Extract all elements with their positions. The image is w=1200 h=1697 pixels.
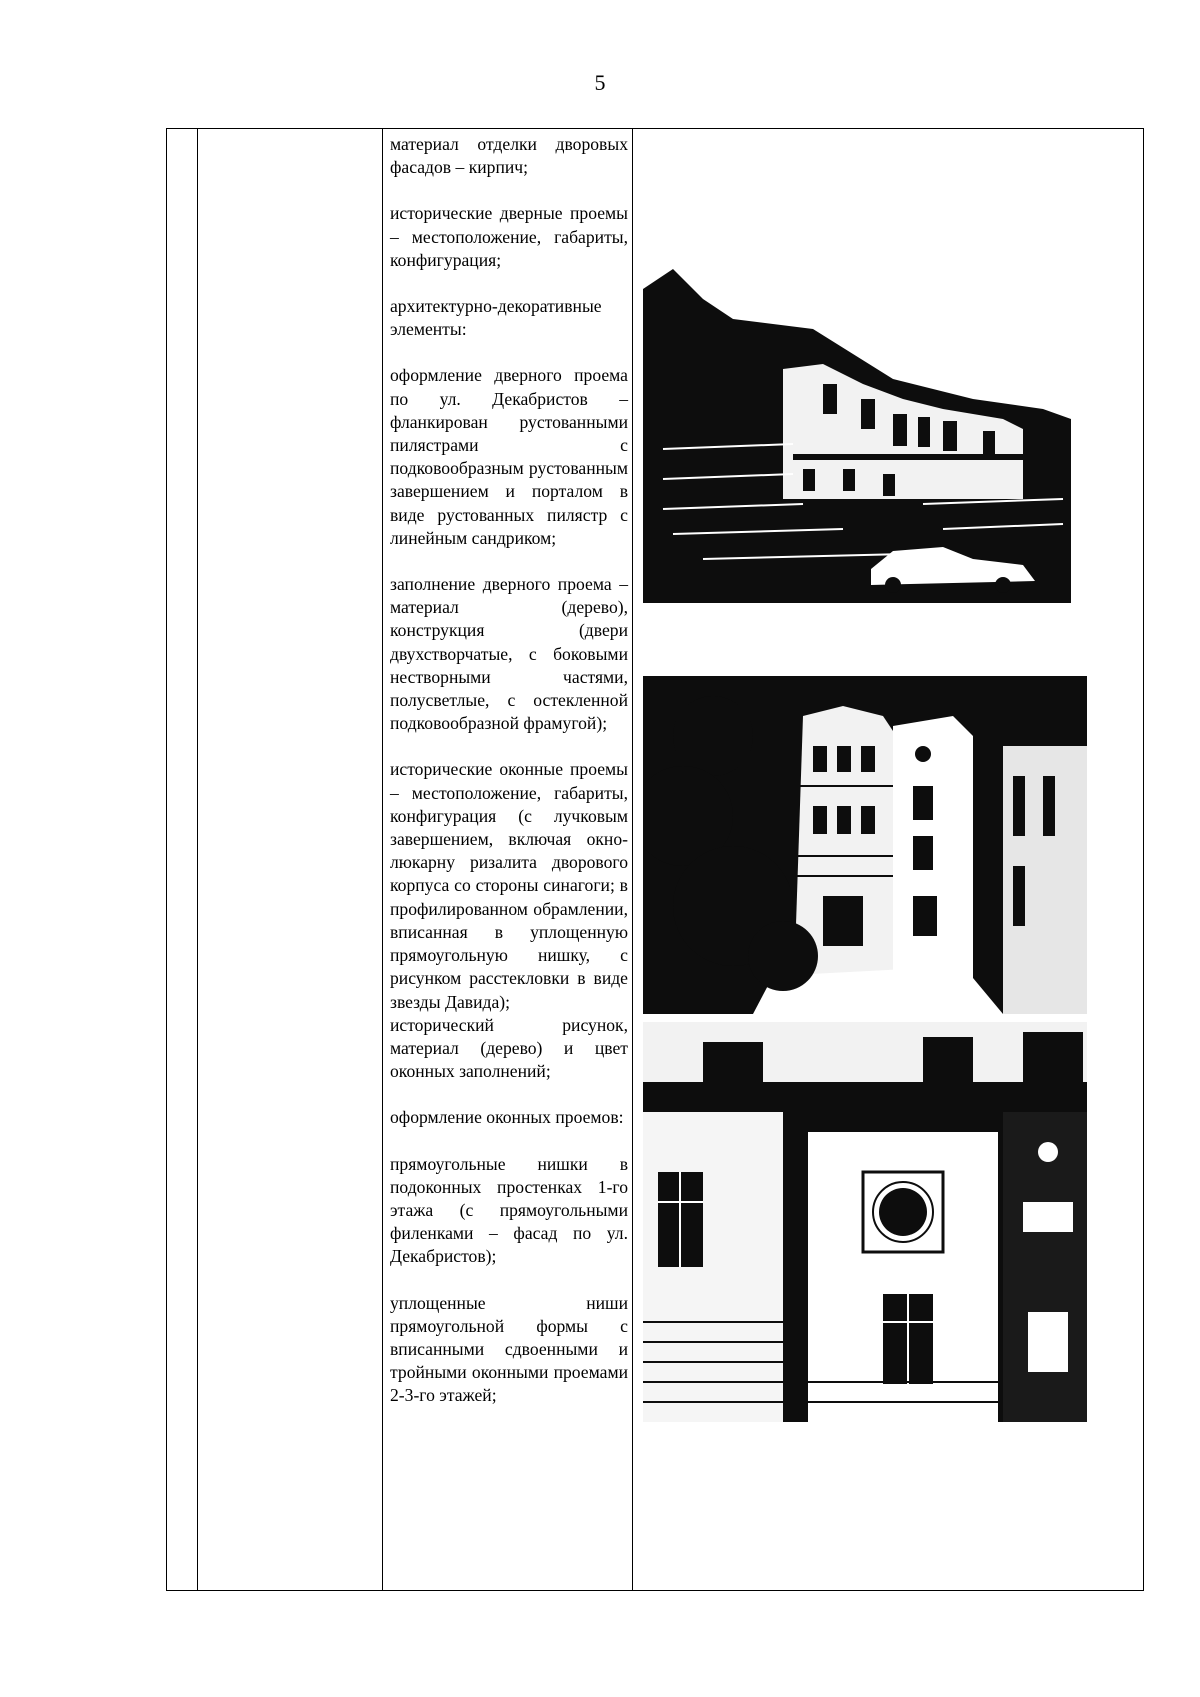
building-courtyard-photo xyxy=(643,269,1071,619)
paragraph-facade-material: материал отделки дворовых фасадов – кирпич; xyxy=(390,134,628,178)
paragraph-door-design: оформление дверного проема по ул. Декабристов – фланкирован рустованными пилястрами с подковообразным рустованным завершением и порталом в виде рустованных пилястр с линейным сандриком; xyxy=(390,365,628,548)
column-divider-1 xyxy=(197,129,198,1590)
paragraph-window-design: оформление оконных проемов: xyxy=(390,1107,624,1128)
paragraph-door-openings: исторические дверные проемы – местоположение, габариты, конфигурация; xyxy=(390,203,628,270)
paragraph-window-openings: исторические оконные проемы – местоположение, габариты, конфигурация (с лучковым завершением, включая окно-люкарну ризалита дворового корпуса со стороны синагоги; в профилированном обрамлении, вписанная в уплощенную прямоугольную нишку, с рисунком расстекловки в виде звезды Давида); xyxy=(390,759,628,1012)
paragraph-sill-niches: прямоугольные нишки в подоконных простенках 1-го этажа (с прямоугольными филенками – фасад по ул. Декабристов); xyxy=(390,1153,628,1267)
paragraph-decorative-elements: архитектурно-декоративные элементы: xyxy=(390,296,602,340)
description-cell xyxy=(384,129,632,1590)
building-facade-photo xyxy=(643,676,1087,1014)
paragraph-door-filling: заполнение дверного проема – материал (дерево), конструкция (двери двухстворчатые, с боковыми нестворными частями, полусветлые, с остекленной подковообразной фрамугой); xyxy=(390,574,628,734)
page-number: 5 xyxy=(594,70,606,95)
column-divider-2 xyxy=(382,129,383,1590)
risalit-window-photo xyxy=(643,1022,1087,1422)
document-table xyxy=(166,128,1144,1591)
photos-cell xyxy=(633,129,1143,1590)
paragraph-flat-niches: уплощенные ниши прямоугольной формы с вписанными сдвоенными и тройными оконными проемами 2-3-го этажей; xyxy=(390,1292,628,1406)
paragraph-window-fillings: исторический рисунок, материал (дерево) и цвет оконных заполнений; xyxy=(390,1014,628,1082)
